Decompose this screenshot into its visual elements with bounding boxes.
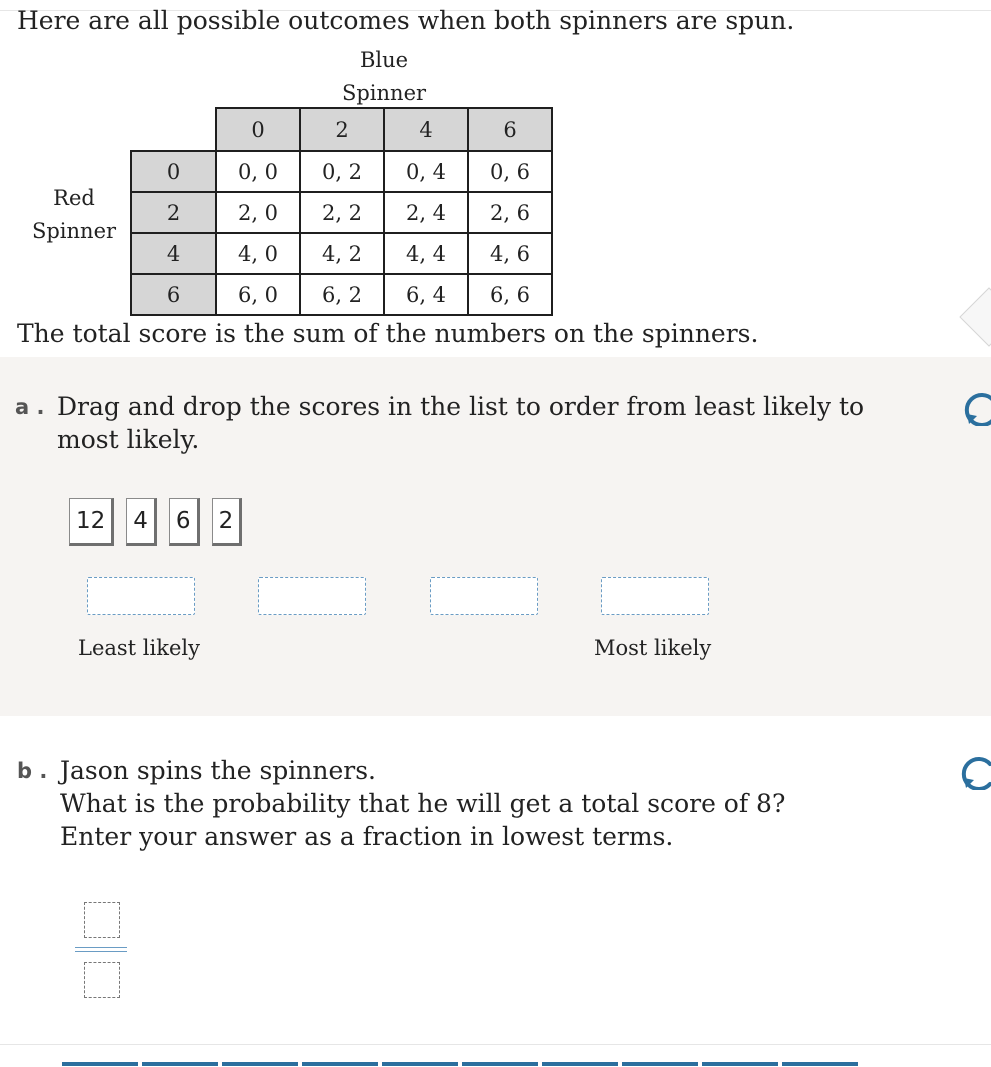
part-b-question [60,754,785,853]
table-row [131,233,552,274]
bottom-divider [0,1044,991,1045]
outcome-cell: 6, 2 [300,274,384,315]
most-likely-label: Most likely [594,636,712,660]
column-header: 2 [300,108,384,151]
progress-segment [702,1062,778,1066]
reset-icon[interactable] [963,392,991,426]
progress-segment [62,1062,138,1066]
total-score-text: The total score is the sum of the numbers on the spinners. [17,319,759,348]
outcome-cell: 2, 0 [216,192,300,233]
progress-segment [782,1062,858,1066]
fraction-bar [75,947,127,952]
outcome-cell: 4, 0 [216,233,300,274]
progress-segment [382,1062,458,1066]
red-label-line1: Red [53,186,95,210]
reset-icon[interactable] [960,756,991,790]
part-b-line1: Jason spins the spinners. [60,756,377,785]
blue-spinner-label [300,44,468,110]
column-header: 0 [216,108,300,151]
score-tile-12[interactable]: 12 [69,498,114,546]
table-row [131,192,552,233]
column-header: 6 [468,108,552,151]
least-likely-label: Least likely [78,636,200,660]
row-header: 4 [131,233,216,274]
drop-slot-1[interactable] [87,577,195,615]
column-header-row [131,108,552,151]
drop-slot-3[interactable] [430,577,538,615]
outcome-cell: 4, 2 [300,233,384,274]
progress-segment [542,1062,618,1066]
score-tile-list [69,498,254,546]
outcome-cell: 4, 6 [468,233,552,274]
blue-label-line1: Blue [359,48,409,72]
outcome-cell: 0, 4 [384,151,468,192]
outcome-cell: 2, 6 [468,192,552,233]
red-spinner-label [20,182,128,248]
progress-segment [302,1062,378,1066]
score-tile-4[interactable]: 4 [126,498,157,546]
part-b-letter: b . [17,759,48,783]
outcome-cell: 6, 4 [384,274,468,315]
part-b-line3: Enter your answer as a fraction in lowest terms. [60,822,674,851]
progress-segment [622,1062,698,1066]
progress-segment [222,1062,298,1066]
outcome-cell: 0, 2 [300,151,384,192]
drop-slot-2[interactable] [258,577,366,615]
outcome-cell: 4, 4 [384,233,468,274]
outcome-cell: 6, 0 [216,274,300,315]
outcome-cell: 2, 4 [384,192,468,233]
part-a-letter: a . [15,395,45,419]
part-a-line2: most likely. [57,425,200,454]
outcome-cell: 0, 6 [468,151,552,192]
row-header: 6 [131,274,216,315]
score-tile-6[interactable]: 6 [169,498,200,546]
table-corner [131,108,216,151]
progress-segment [142,1062,218,1066]
table-row [131,274,552,315]
outcome-cell: 2, 2 [300,192,384,233]
part-a-line1: Drag and drop the scores in the list to order from least likely to [57,392,865,421]
outcomes-table [130,107,553,316]
red-label-line2: Spinner [31,219,117,243]
progress-bar [62,1062,862,1066]
part-a-question [57,390,864,456]
side-panel-toggle[interactable] [959,287,991,346]
blue-label-line2: Spinner [341,81,427,105]
drop-slot-4[interactable] [601,577,709,615]
outcome-cell: 6, 6 [468,274,552,315]
column-header: 4 [384,108,468,151]
denominator-input[interactable] [84,962,120,998]
intro-text: Here are all possible outcomes when both spinners are spun. [17,6,795,35]
outcome-cell: 0, 0 [216,151,300,192]
part-b-line2: What is the probability that he will get a total score of 8? [60,789,786,818]
numerator-input[interactable] [84,902,120,938]
table-row [131,151,552,192]
row-header: 2 [131,192,216,233]
row-header: 0 [131,151,216,192]
progress-segment [462,1062,538,1066]
score-tile-2[interactable]: 2 [212,498,243,546]
